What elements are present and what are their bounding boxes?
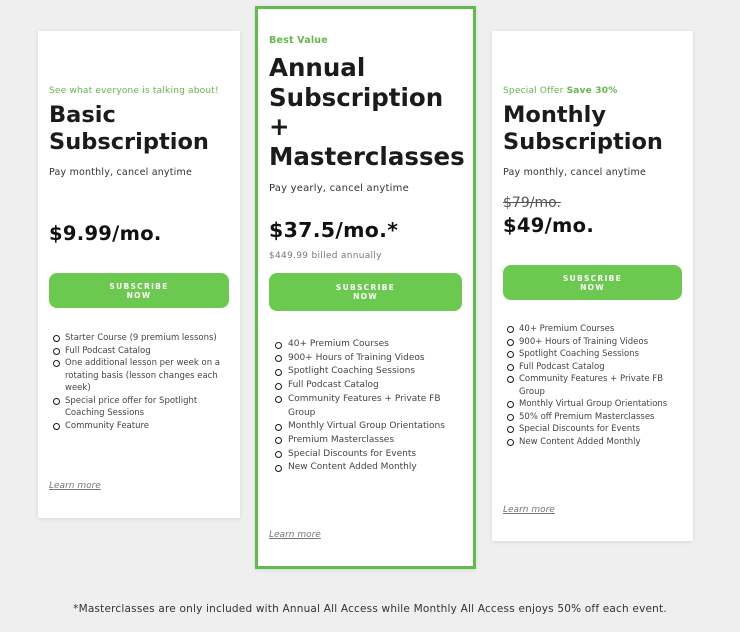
bullet-circle-icon — [275, 342, 282, 349]
masterclasses-footnote: *Masterclasses are only included with Annual All Access while Monthly All Access enjoys 50% off each event. — [73, 603, 667, 615]
feature-item — [275, 448, 462, 462]
feature-item — [507, 323, 682, 336]
feature-item — [507, 336, 682, 349]
bullet-circle-icon — [275, 396, 282, 403]
bullet-circle-icon — [507, 439, 514, 446]
plan-billing-terms: Pay monthly, cancel anytime — [503, 167, 647, 178]
feature-item — [275, 461, 462, 475]
bullet-circle-icon — [275, 465, 282, 472]
billed-annually-note: $449.99 billed annually — [269, 251, 382, 261]
save-percent-badge: Save 30% — [566, 86, 618, 96]
feature-text: Premium Masterclasses — [288, 434, 395, 445]
feature-text: 900+ Hours of Training Videos — [519, 336, 649, 347]
bullet-circle-icon — [507, 414, 514, 421]
plan-title: Monthly Subscription — [503, 102, 663, 155]
feature-list — [269, 338, 462, 475]
learn-more-link[interactable]: Learn more — [503, 505, 555, 515]
plan-billing-terms: Pay yearly, cancel anytime — [269, 183, 409, 194]
feature-text: 40+ Premium Courses — [519, 324, 615, 334]
plan-price: $49/mo. — [503, 214, 595, 237]
feature-text: Spotlight Coaching Sessions — [519, 349, 639, 359]
feature-text: Special Discounts for Events — [288, 448, 417, 459]
bullet-circle-icon — [507, 364, 514, 371]
feature-item — [53, 420, 229, 433]
feature-item — [507, 423, 682, 436]
plan-title: Annual Subscription + Masterclasses — [269, 53, 465, 171]
feature-item — [53, 332, 229, 345]
bullet-circle-icon — [53, 398, 60, 405]
feature-item — [507, 436, 682, 449]
feature-item — [53, 395, 229, 420]
special-offer-text: Special Offer — [503, 86, 567, 96]
bullet-circle-icon — [507, 326, 514, 333]
feature-text: Special Discounts for Events — [519, 424, 640, 434]
feature-item — [507, 348, 682, 361]
feature-text: Full Podcast Catalog — [288, 380, 379, 391]
original-price: $79/mo. — [503, 195, 561, 211]
plan-card-annual — [255, 6, 476, 569]
bullet-circle-icon — [53, 423, 60, 430]
special-offer-label — [503, 86, 682, 98]
feature-text: Full Podcast Catalog — [65, 345, 151, 356]
best-value-label: Best Value — [269, 35, 328, 46]
feature-text: Starter Course (9 premium lessons) — [65, 333, 217, 343]
plan-card-monthly — [492, 31, 693, 541]
plan-price: $9.99/mo. — [49, 222, 162, 245]
feature-item — [275, 365, 462, 379]
bullet-circle-icon — [507, 376, 514, 383]
feature-item — [275, 393, 462, 420]
feature-text: Community Features + Private FB Group — [519, 374, 664, 397]
feature-text: Monthly Virtual Group Orientations — [519, 399, 668, 409]
feature-text: One additional lesson per week on a rotating basis (lesson changes each week) — [65, 358, 221, 393]
feature-item — [507, 361, 682, 374]
plan-title: Basic Subscription — [49, 102, 209, 155]
feature-text: New Content Added Monthly — [519, 436, 641, 447]
feature-item — [275, 352, 462, 366]
bullet-circle-icon — [53, 348, 60, 355]
feature-text: 900+ Hours of Training Videos — [288, 352, 425, 363]
feature-text: New Content Added Monthly — [288, 462, 417, 473]
bullet-circle-icon — [507, 339, 514, 346]
feature-text: Community Feature — [65, 420, 150, 431]
feature-item — [275, 338, 462, 352]
feature-item — [507, 373, 682, 398]
plan-card-basic — [38, 31, 240, 518]
subscribe-button[interactable]: SUBSCRIBE NOW — [49, 273, 229, 308]
feature-item — [53, 345, 229, 358]
feature-text: 40+ Premium Courses — [288, 339, 389, 349]
feature-text: Spotlight Coaching Sessions — [288, 366, 416, 377]
learn-more-link[interactable]: Learn more — [49, 481, 101, 491]
bullet-circle-icon — [53, 335, 60, 342]
feature-item — [275, 434, 462, 448]
feature-item — [507, 411, 682, 424]
feature-text: Community Features + Private FB Group — [288, 393, 441, 418]
feature-item — [507, 398, 682, 411]
feature-text: Monthly Virtual Group Orientations — [288, 421, 445, 432]
feature-item — [275, 379, 462, 393]
feature-item — [275, 420, 462, 434]
learn-more-link[interactable]: Learn more — [269, 530, 321, 540]
plan-tagline: See what everyone is talking about! — [49, 86, 219, 96]
bullet-circle-icon — [507, 401, 514, 408]
subscribe-button[interactable]: SUBSCRIBE NOW — [503, 265, 682, 300]
feature-text: 50% off Premium Masterclasses — [519, 411, 655, 422]
bullet-circle-icon — [275, 451, 282, 458]
bullet-circle-icon — [275, 369, 282, 376]
bullet-circle-icon — [53, 360, 60, 367]
subscribe-button[interactable]: SUBSCRIBE NOW — [269, 273, 462, 311]
plan-price: $37.5/mo.* — [269, 218, 399, 242]
bullet-circle-icon — [275, 355, 282, 362]
feature-text: Full Podcast Catalog — [519, 361, 605, 372]
bullet-circle-icon — [507, 426, 514, 433]
feature-list — [49, 332, 229, 432]
bullet-circle-icon — [275, 383, 282, 390]
bullet-circle-icon — [275, 437, 282, 444]
feature-list — [503, 323, 682, 448]
bullet-circle-icon — [507, 351, 514, 358]
feature-text: Special price offer for Spotlight Coaching Sessions — [65, 395, 198, 418]
plan-billing-terms: Pay monthly, cancel anytime — [49, 167, 193, 178]
bullet-circle-icon — [275, 424, 282, 431]
feature-item — [53, 357, 229, 395]
